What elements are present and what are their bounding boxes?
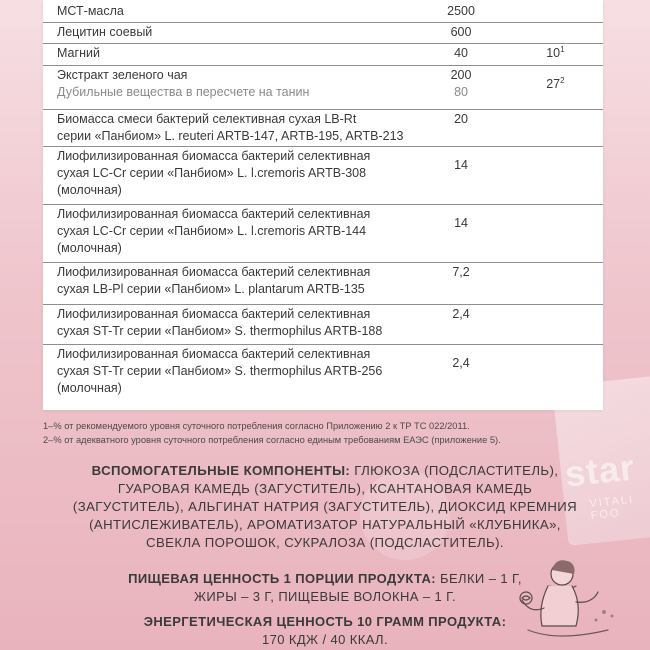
nutrition-label: ПИЩЕВАЯ ЦЕННОСТЬ 1 ПОРЦИИ ПРОДУКТА: (128, 571, 437, 586)
footnote-marker: 1 (560, 44, 565, 54)
ingredient-name-line: Лиофилизированная биомасса бактерий селективная (57, 206, 371, 221)
composition-table-card (43, 0, 603, 410)
ingredient-name (43, 109, 414, 146)
ingredient-name-line: серии «Панбиом» L. reuteri ARTB-147, ARTB-195, ARTB-213 (57, 128, 404, 143)
ingredient-name-line: (молочная) (57, 380, 122, 395)
woman-illustration (500, 552, 640, 650)
ingredient-name-line: сухая LC-Cr серии «Панбиом» L. l.cremoris ARTB-144 (57, 223, 367, 238)
ingredient-percent (508, 204, 603, 262)
ingredient-name-line: Лиофилизированная биомасса бактерий селективная (57, 148, 371, 163)
footnote-2: 2–% от адекватного уровня суточного потребления согласно единым требованиям ЕАЭС (приложение 5). (43, 435, 501, 445)
ingredient-name (43, 304, 414, 344)
table-row (43, 304, 603, 344)
table-row (43, 22, 603, 43)
ingredient-percent (508, 0, 603, 22)
nutrition-text-2: ЖИРЫ – 3 Г, ПИЩЕВЫЕ ВОЛОКНА – 1 Г. (194, 589, 456, 604)
footnote-1: 1–% от рекомендуемого уровня суточного потребления согласно Приложению 2 к ТР ТС 022/2011. (43, 421, 470, 431)
ingredient-amount-value: 2500 (447, 4, 475, 18)
ingredient-amount-value: 600 (450, 24, 472, 39)
ingredient-name-line: сухая LB-Pl серии «Панбиом» L. plantarum ARTB-135 (57, 281, 365, 296)
auxiliary-text-4: (АНТИСЛЕЖИВАТЕЛЬ), АРОМАТИЗАТОР НАТУРАЛЬНЫЙ «КЛУБНИКА», (89, 517, 561, 532)
auxiliary-text-5: СВЕКЛА ПОРОШОК, СУКРАЛОЗА (ПОДСЛАСТИТЕЛЬ). (146, 535, 504, 550)
ingredient-amount-value: 2,4 (452, 306, 470, 321)
ingredient-amount (414, 262, 508, 304)
ingredient-name (43, 0, 414, 22)
ingredient-name-line: Лиофилизированная биомасса бактерий селективная (57, 264, 371, 279)
table-row (43, 65, 603, 109)
table-row (43, 43, 603, 65)
ingredient-name (43, 344, 414, 404)
energy-text: 170 КДЖ / 40 ККАЛ. (261, 632, 389, 647)
ingredient-amount (414, 204, 508, 262)
ingredient-amount-value: 14 (454, 215, 468, 230)
ingredient-amount (414, 304, 508, 344)
ingredient-percent-value: 10 (546, 45, 561, 60)
ingredient-percent (508, 43, 603, 65)
ingredient-amount-sub: 80 (454, 84, 468, 99)
ingredient-name-text: МСТ-масла (57, 4, 124, 18)
ingredient-amount-value: 20 (454, 111, 468, 126)
ingredient-percent (508, 304, 603, 344)
ingredient-subname: Дубильные вещества в пересчете на танин (57, 84, 310, 99)
ingredient-amount-value: 200 (450, 67, 472, 82)
footnote-marker: 2 (560, 75, 565, 85)
ingredient-percent (508, 262, 603, 304)
ingredient-name-line: сухая LC-Cr серии «Панбиом» L. l.cremoris ARTB-308 (57, 165, 367, 180)
ingredient-amount (414, 344, 508, 404)
ingredient-name (43, 146, 414, 204)
energy-label: ЭНЕРГЕТИЧЕСКАЯ ЦЕННОСТЬ 10 ГРАММ ПРОДУКТА: (143, 614, 507, 629)
ingredient-amount (414, 0, 508, 22)
ingredient-amount-value: 14 (454, 157, 468, 172)
composition-table (43, 0, 603, 404)
table-row (43, 0, 603, 22)
auxiliary-components (0, 462, 650, 552)
nutrition-text-1: БЕЛКИ – 1 Г, (440, 571, 522, 586)
table-row (43, 204, 603, 262)
ingredient-amount (414, 22, 508, 43)
auxiliary-label: ВСПОМОГАТЕЛЬНЫЕ КОМПОНЕНТЫ: (91, 463, 351, 478)
ingredient-amount (414, 65, 508, 109)
ingredient-name (43, 65, 414, 109)
ingredient-percent (508, 146, 603, 204)
auxiliary-text-2: ГУАРОВАЯ КАМЕДЬ (ЗАГУСТИТЕЛЬ), КСАНТАНОВАЯ КАМЕДЬ (117, 481, 533, 496)
ingredient-amount-value: 2,4 (452, 355, 470, 370)
ingredient-name-line: (молочная) (57, 240, 122, 255)
ingredient-percent (508, 109, 603, 146)
ingredient-name (43, 43, 414, 65)
ingredient-name (43, 262, 414, 304)
auxiliary-text-1: ГЛЮКОЗА (ПОДСЛАСТИТЕЛЬ), (354, 463, 559, 478)
ingredient-amount-value: 7,2 (452, 264, 470, 279)
auxiliary-text-3: (ЗАГУСТИТЕЛЬ), АЛЬГИНАТ НАТРИЯ (ЗАГУСТИТЕЛЬ), ДИОКСИД КРЕМНИЯ (72, 499, 578, 514)
product-pack-subtext: VITALI FOO (588, 493, 635, 523)
ingredient-name-line: Лиофилизированная биомасса бактерий селективная (57, 306, 371, 321)
ingredient-name (43, 204, 414, 262)
ingredient-percent-value: 27 (546, 76, 561, 91)
ingredient-amount-value: 40 (454, 45, 468, 60)
ingredient-name-line: (молочная) (57, 182, 122, 197)
ingredient-name (43, 22, 414, 43)
ingredient-name-line: сухая ST-Tr серии «Панбиом» S. thermophilus ARTB-256 (57, 363, 383, 378)
table-row (43, 146, 603, 204)
ingredient-name-line: Лиофилизированная биомасса бактерий селективная (57, 346, 371, 361)
ingredient-name-text: Лецитин соевый (57, 24, 153, 39)
ingredient-name-line: Биомасса смеси бактерий селективная сухая LB-Rt (57, 111, 357, 126)
ingredient-amount (414, 43, 508, 65)
auxiliary-line-1 (0, 462, 650, 480)
table-row (43, 344, 603, 404)
ingredient-amount (414, 109, 508, 146)
ingredient-percent (508, 22, 603, 43)
table-row (43, 109, 603, 146)
product-pack-text: star (562, 446, 637, 495)
table-row (43, 262, 603, 304)
footnotes (43, 419, 633, 447)
ingredient-name-text: Магний (57, 45, 100, 60)
ingredient-percent (508, 344, 603, 404)
ingredient-percent (508, 65, 603, 109)
ingredient-amount (414, 146, 508, 204)
ingredient-name-line: сухая ST-Tr серии «Панбиом» S. thermophilus ARTB-188 (57, 323, 383, 338)
ingredient-name-text: Экстракт зеленого чая (57, 67, 188, 82)
